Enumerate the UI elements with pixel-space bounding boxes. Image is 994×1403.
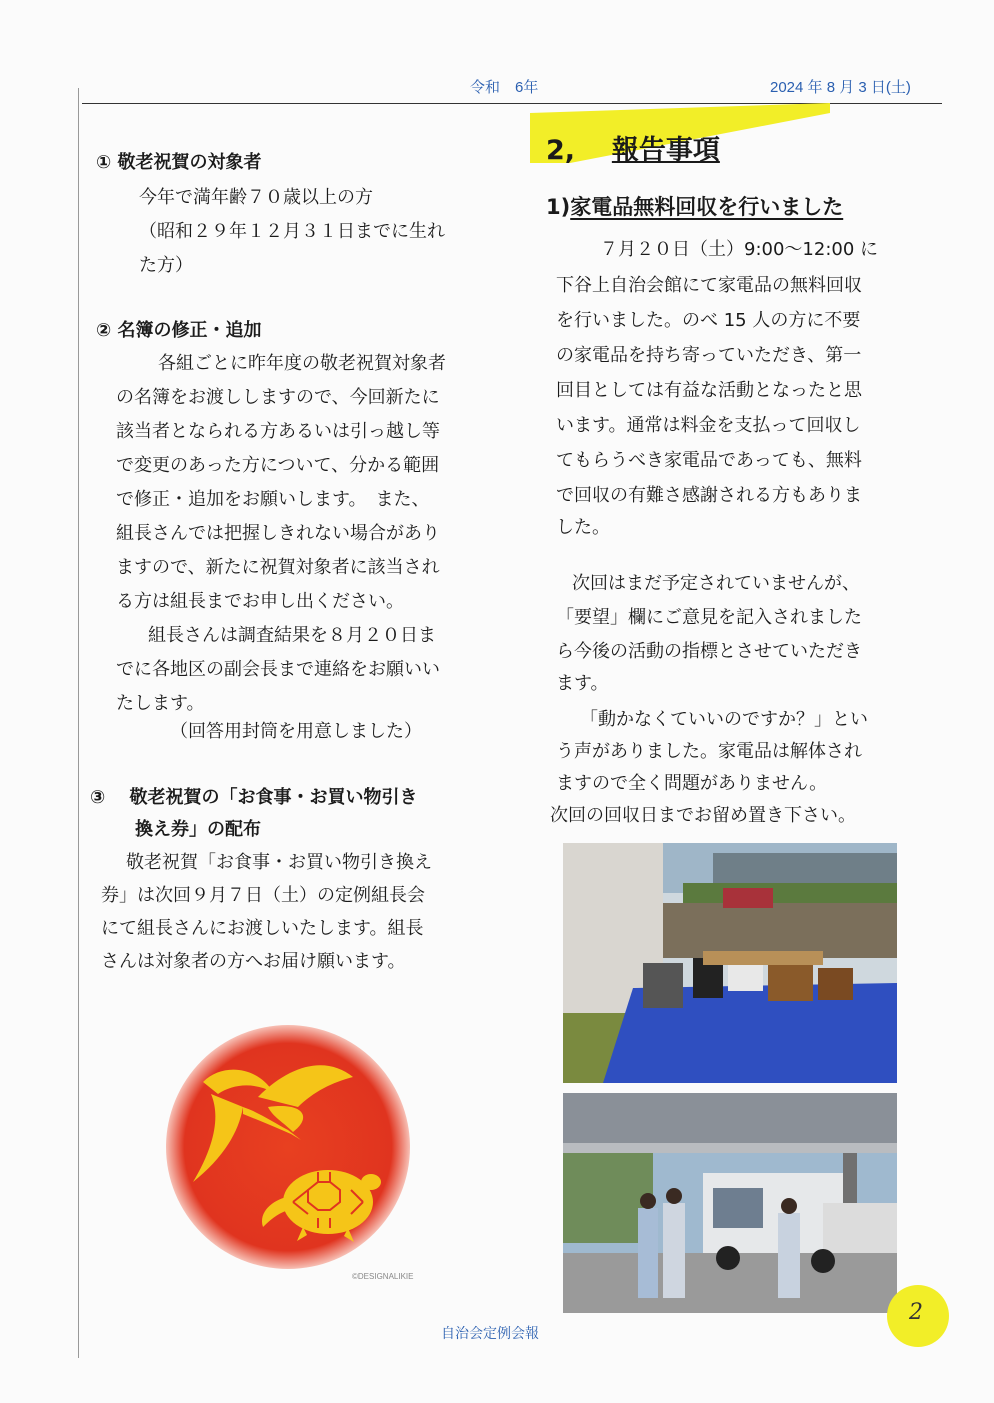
- text-line: います。通常は料金を支払って回収し: [556, 415, 861, 436]
- text-line: ７月２０日（土）9:00～12:00 に: [600, 239, 879, 260]
- text-line: で修正・追加をお願いします。 また、: [116, 489, 430, 510]
- crane-turtle-emblem-icon: [163, 1022, 413, 1272]
- text-line: 敬老祝賀「お食事・お買い物引き換え: [126, 852, 432, 873]
- header-date: 2024 年 8 月 3 日(土): [770, 79, 911, 96]
- appliance-collection-photo: [563, 843, 897, 1083]
- section-3-heading: ③ 敬老祝賀の「お食事・お買い物引き: [90, 787, 418, 808]
- section-number: 2,: [546, 135, 576, 166]
- text-line: 回目としては有益な活動となったと思: [556, 380, 862, 401]
- text-line: 下谷上自治会館にて家電品の無料回収: [556, 275, 862, 296]
- text-line: 各組ごとに昨年度の敬老祝賀対象者: [158, 353, 446, 374]
- text-line: 「要望」欄にご意見を記入されました: [556, 607, 862, 628]
- section-title-text: 報告事項: [611, 135, 720, 166]
- footer-title: 自治会定例会報: [441, 1326, 539, 1342]
- subsection-title: [546, 191, 843, 221]
- left-margin-rule: [78, 88, 79, 1358]
- section-title: [546, 128, 720, 167]
- text-line: の家電品を持ち寄っていただき、第一: [556, 345, 862, 366]
- section-1-heading: ① 敬老祝賀の対象者: [96, 152, 262, 173]
- text-line: 次回の回収日までお留め置き下さい。: [550, 805, 856, 826]
- text-line: 次回はまだ予定されていませんが、: [572, 573, 860, 594]
- text-line: ますので全く問題がありません。: [556, 773, 828, 794]
- text-line: 組長さんでは把握しきれない場合があり: [116, 523, 440, 544]
- subsection-number: 1): [546, 195, 571, 219]
- image-credit: ©DESIGNALIKIE: [352, 1272, 414, 1281]
- text-line: う声がありました。家電品は解体され: [556, 741, 862, 762]
- text-line: てもらうべき家電品であっても、無料: [556, 450, 862, 471]
- text-line: 券」は次回９月７日（土）の定例組長会: [101, 885, 425, 906]
- text-line: 組長さんは調査結果を８月２０日ま: [148, 625, 436, 646]
- text-line: で変更のあった方について、分かる範囲: [116, 455, 440, 476]
- text-line: で回収の有難さ感謝される方もありま: [556, 485, 862, 506]
- text-line: ますので、新たに祝賀対象者に該当され: [116, 557, 440, 578]
- text-line: にて組長さんにお渡しいたします。組長: [101, 918, 424, 939]
- text-line: （昭和２９年１２月３１日までに生れ: [139, 221, 445, 242]
- text-line: （回答用封筒を用意しました）: [170, 721, 422, 742]
- text-line: たします。: [116, 693, 205, 714]
- section-3-heading-cont: 換え券」の配布: [135, 819, 261, 840]
- text-line: を行いました。のべ 15 人の方に不要: [556, 310, 861, 331]
- text-line: さんは対象者の方へお届け願います。: [101, 951, 406, 972]
- text-line: 「動かなくていいのですか？」とい: [580, 709, 868, 730]
- text-line: 今年で満年齢７０歳以上の方: [139, 187, 373, 208]
- volunteers-truck-photo: [563, 1093, 897, 1313]
- header-era: 令和 6年: [470, 79, 539, 96]
- text-line: ます。: [556, 673, 609, 694]
- text-line: の名簿をお渡ししますので、今回新たに: [116, 387, 440, 408]
- page-number: 2: [909, 1300, 923, 1325]
- section-2-heading: ② 名簿の修正・追加: [96, 320, 262, 341]
- subsection-title-text: 家電品無料回収を行いました: [570, 195, 844, 219]
- text-line: ら今後の活動の指標とさせていただき: [556, 641, 862, 662]
- text-line: した。: [556, 517, 610, 538]
- text-line: でに各地区の副会長まで連絡をお願いい: [116, 659, 440, 680]
- text-line: 該当者となられる方あるいは引っ越し等: [116, 421, 440, 442]
- text-line: た方）: [139, 255, 193, 276]
- page-number-badge: [887, 1285, 949, 1347]
- text-line: る方は組長までお申し出ください。: [116, 591, 404, 612]
